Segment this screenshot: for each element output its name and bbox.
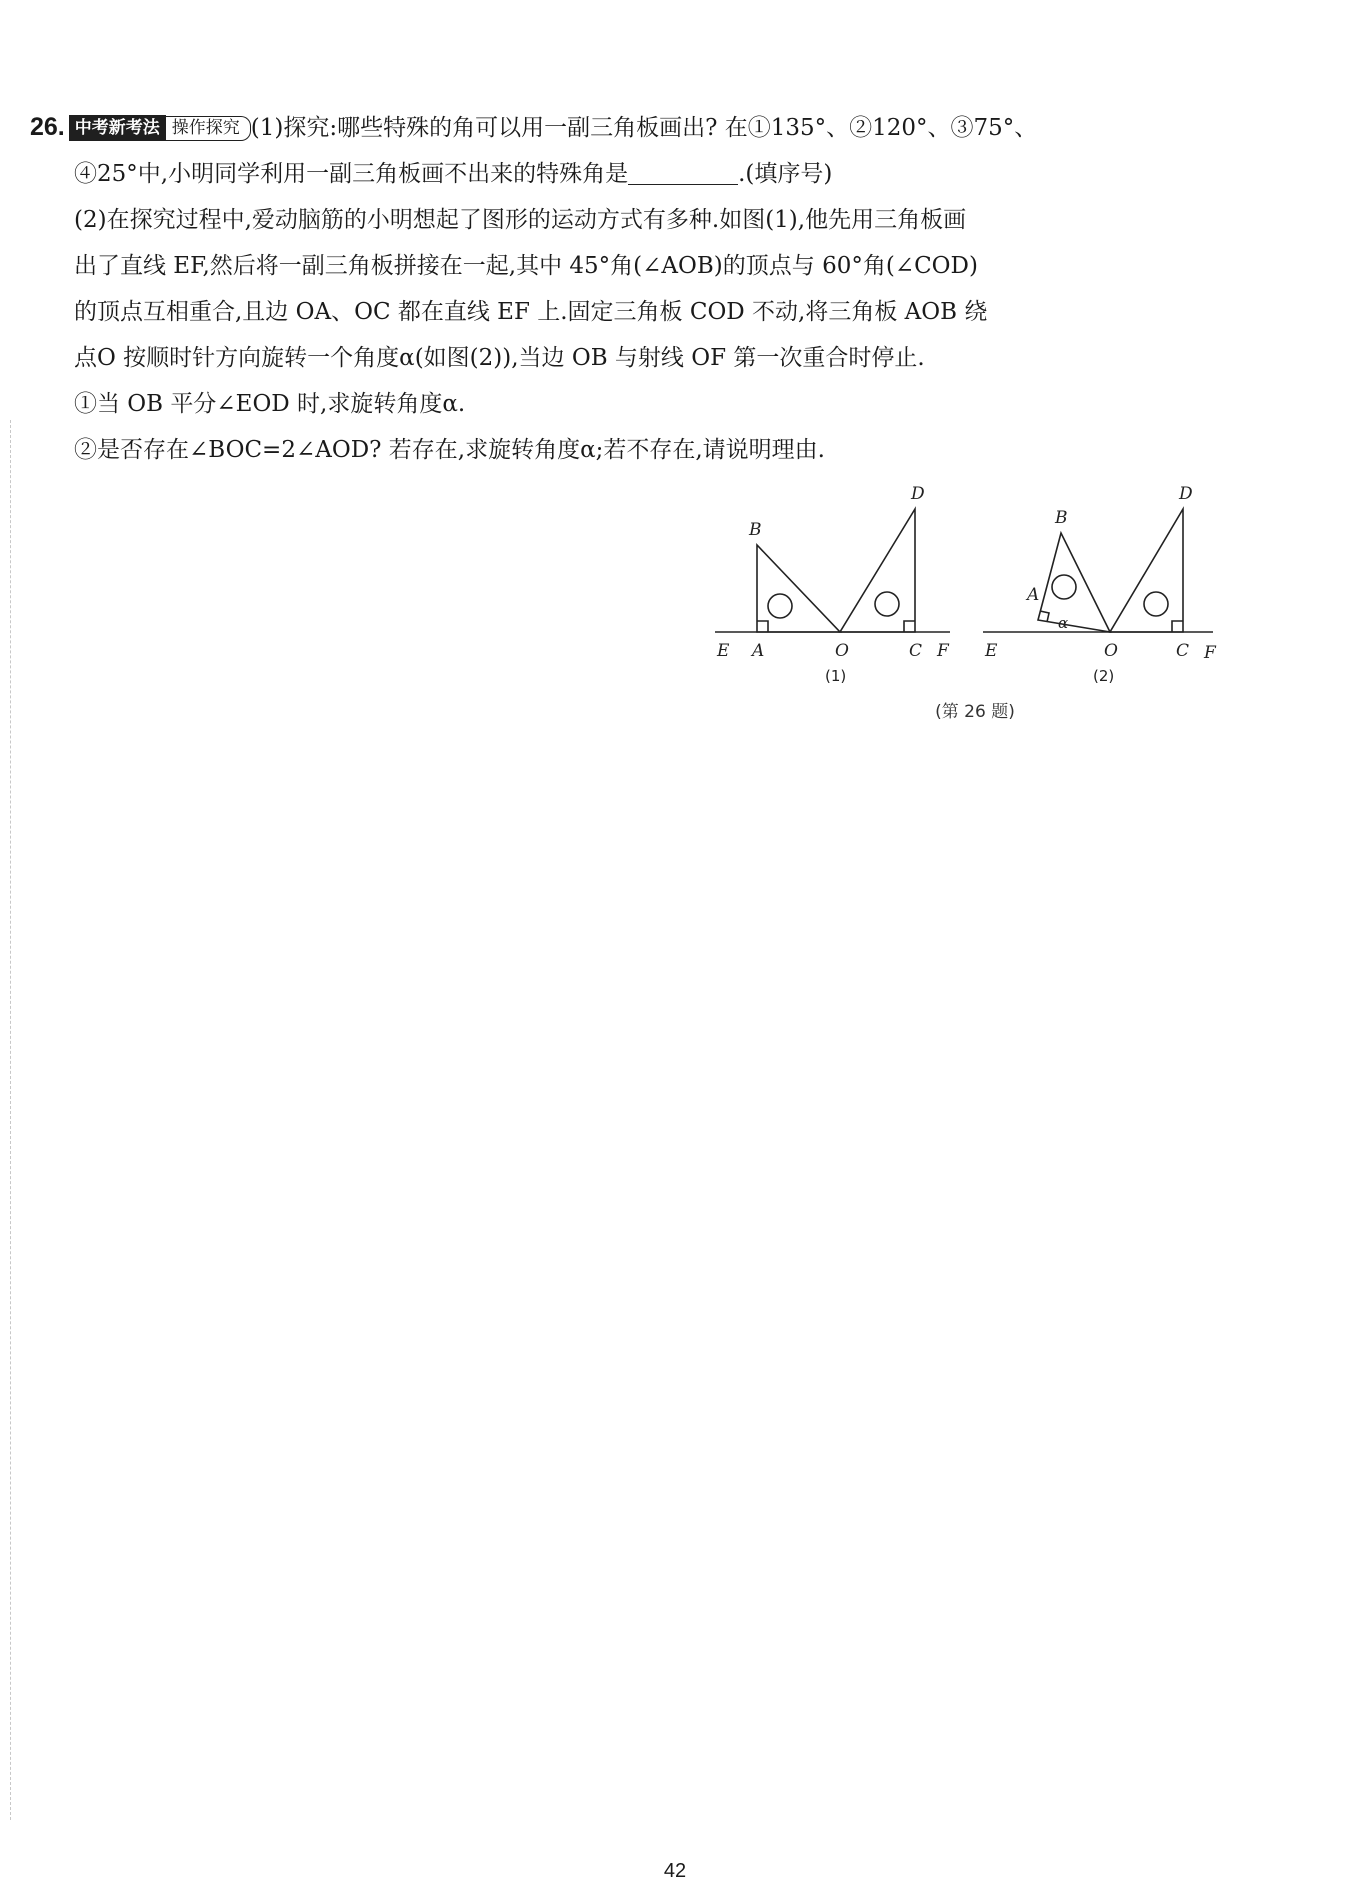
label-e-2: E	[985, 641, 998, 661]
question-number: 26.	[30, 113, 65, 141]
label-c-1: C	[909, 641, 923, 661]
problem-text-2a: ④25°中,小明同学利用一副三角板画不出来的特殊角是	[74, 161, 629, 187]
label-c-2: C	[1176, 641, 1190, 661]
label-alpha-2: α	[1058, 614, 1069, 632]
right-angle-mark-c-1	[904, 621, 915, 632]
label-e-1: E	[717, 641, 730, 661]
label-b-2: B	[1055, 508, 1068, 528]
triangle-cod-1	[840, 509, 915, 632]
triangle-hole-aob-2	[1052, 575, 1076, 599]
triangle-diagram	[705, 475, 1235, 725]
badge-new-exam-method: 中考新考法	[69, 115, 166, 141]
label-d-2: D	[1179, 484, 1193, 504]
triangle-hole-cod-2	[1144, 592, 1168, 616]
problem-line-5: 的顶点互相重合,且边 OA、OC 都在直线 EF 上.固定三角板 COD 不动,将三角板 AOB 绕	[74, 299, 988, 325]
figure-caption: (第 26 题)	[935, 702, 1015, 722]
figure-26	[705, 475, 1235, 725]
right-angle-mark-c-2	[1172, 621, 1183, 632]
problem-line-4: 出了直线 EF,然后将一副三角板拼接在一起,其中 45°角(∠AOB)的顶点与 60°角(∠COD)	[74, 253, 978, 279]
binding-edge-dashes	[10, 420, 11, 1820]
problem-line-3: (2)在探究过程中,爱动脑筋的小明想起了图形的运动方式有多种.如图(1),他先用三角板画	[74, 207, 967, 233]
sublabel-2: (2)	[1093, 667, 1115, 685]
problem-line-6: 点O 按顺时针方向旋转一个角度α(如图(2)),当边 OB 与射线 OF 第一次重合时停止.	[74, 345, 925, 371]
triangle-hole-cod-1	[875, 592, 899, 616]
label-a-2: A	[1027, 585, 1040, 605]
triangle-cod-2	[1110, 509, 1183, 632]
problem-line-2	[30, 151, 1230, 197]
problem-26	[30, 104, 1230, 473]
label-o-2: O	[1104, 641, 1118, 661]
label-f-2: F	[1204, 643, 1216, 663]
triangle-hole-aob-1	[768, 594, 792, 618]
problem-line-7: ①当 OB 平分∠EOD 时,求旋转角度α.	[74, 391, 466, 417]
label-a-1: A	[752, 641, 765, 661]
problem-line-1	[30, 104, 1230, 151]
problem-line-8: ②是否存在∠BOC=2∠AOD? 若存在,求旋转角度α;若不存在,请说明理由.	[74, 437, 825, 463]
sublabel-1: (1)	[825, 667, 847, 685]
answer-blank[interactable]	[628, 158, 738, 185]
label-d-1: D	[911, 484, 925, 504]
badge-operation-explore: 操作探究	[166, 116, 251, 141]
problem-text-2b: .(填序号)	[738, 161, 833, 187]
right-angle-mark-a-1	[757, 621, 768, 632]
label-b-1: B	[749, 520, 762, 540]
triangle-aob-1	[757, 545, 840, 632]
problem-text-1: (1)探究:哪些特殊的角可以用一副三角板画出? 在①135°、②120°、③75°、	[250, 115, 1038, 141]
label-f-1: F	[937, 641, 949, 661]
label-o-1: O	[835, 641, 849, 661]
page-number: 42	[663, 1860, 687, 1882]
